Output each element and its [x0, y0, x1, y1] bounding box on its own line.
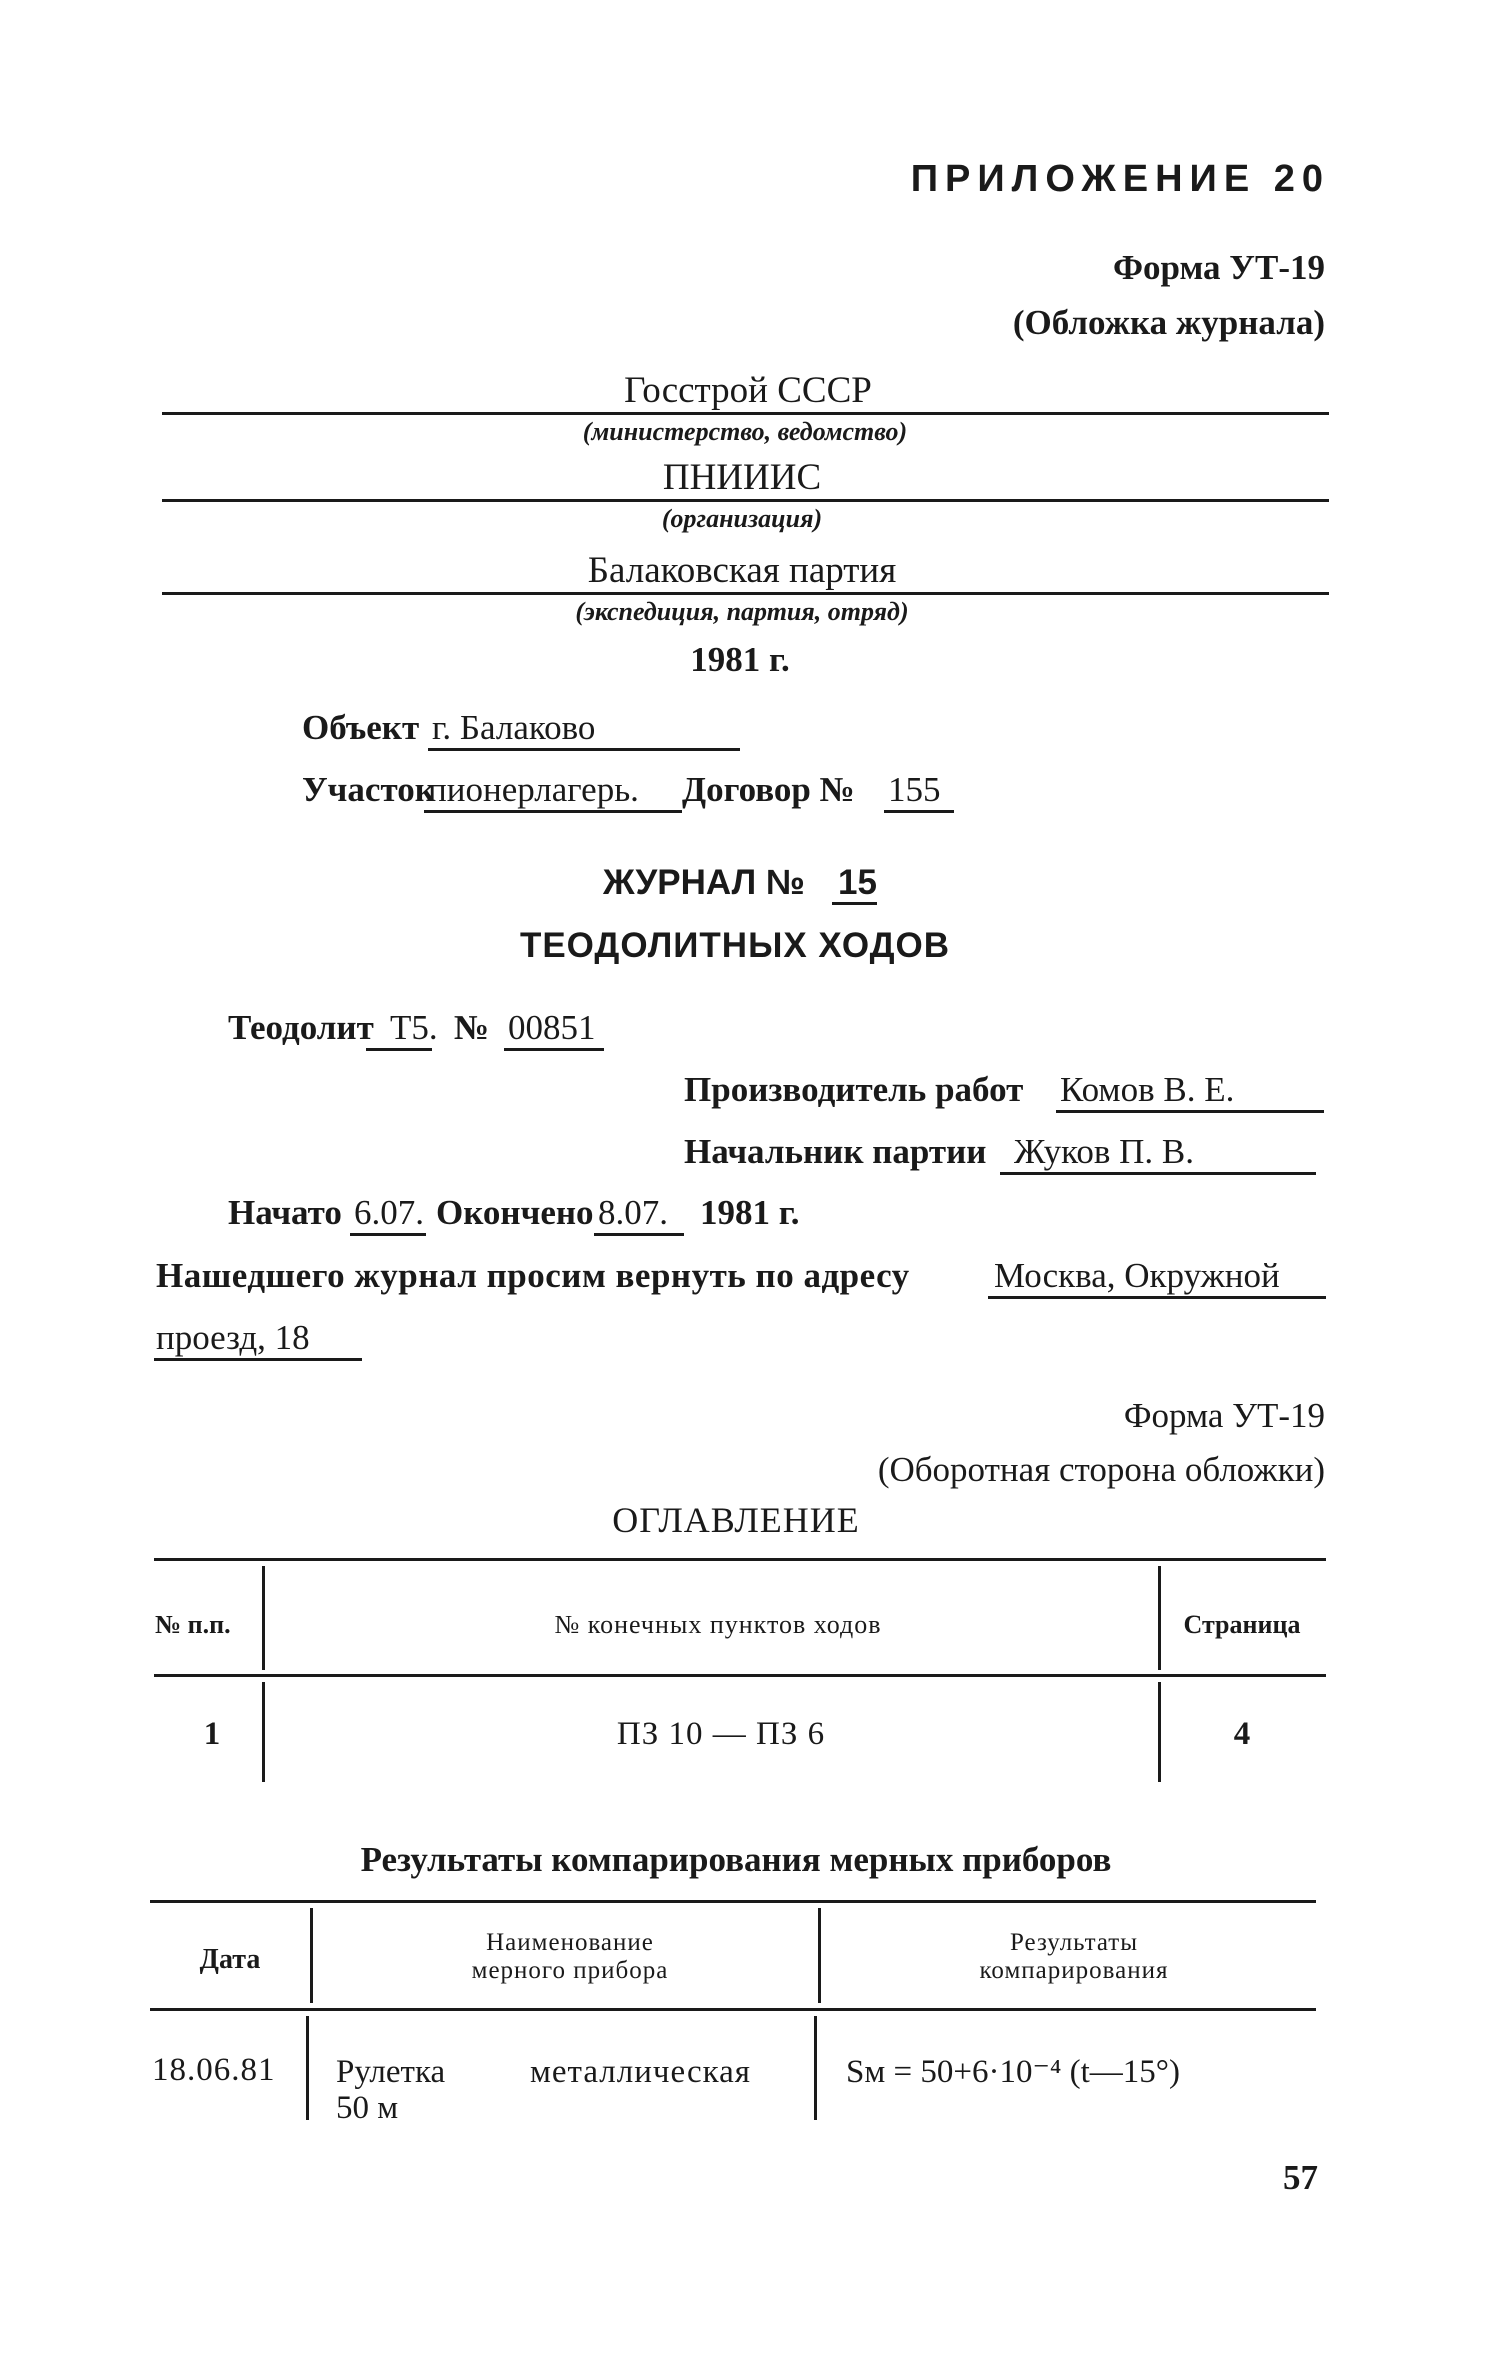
- toc-row-num: 1: [203, 1716, 221, 1752]
- theodolite-no-underline: [504, 1048, 604, 1051]
- contract-label: Договор №: [682, 770, 855, 809]
- ministry-value: Госстрой СССР: [624, 370, 872, 411]
- journal-label: ЖУРНАЛ №: [603, 863, 805, 902]
- comp-divider-2: [818, 1908, 821, 2003]
- return-address-line1: Москва, Окружной: [994, 1256, 1280, 1295]
- comp-header-rule: [150, 2008, 1316, 2011]
- started-value: 6.07.: [354, 1193, 424, 1232]
- return-address-underline2: [154, 1358, 362, 1361]
- appendix-heading: ПРИЛОЖЕНИЕ 20: [910, 158, 1330, 200]
- comp-row-name-2: 50 м: [336, 2090, 399, 2126]
- ministry-line: [162, 412, 1329, 415]
- finished-label: Окончено: [436, 1193, 594, 1232]
- organization-caption: (организация): [661, 504, 823, 533]
- comp-header-date: Дата: [199, 1944, 261, 1975]
- toc-header-num: № п.п.: [155, 1610, 231, 1639]
- comp-header-name-1: Наименование: [486, 1929, 654, 1956]
- journal-subtitle: ТЕОДОЛИТНЫХ ХОДОВ: [519, 926, 951, 965]
- organization-value: ПНИИИС: [662, 457, 822, 498]
- started-underline: [350, 1233, 426, 1236]
- chief-underline: [1000, 1172, 1316, 1175]
- return-address-line2: проезд, 18: [156, 1318, 310, 1357]
- comp-divider-4: [814, 2016, 817, 2120]
- finished-value: 8.07.: [598, 1193, 668, 1232]
- comp-title: Результаты компарирования мерных приборов: [360, 1840, 1112, 1879]
- toc-divider-4: [1158, 1682, 1161, 1782]
- page-number: 57: [1283, 2158, 1318, 2197]
- comp-header-result-1: Результаты: [1009, 1929, 1139, 1956]
- year: 1981 г.: [690, 640, 790, 679]
- comp-divider-1: [310, 1908, 313, 2003]
- site-underline: [424, 810, 682, 813]
- object-label: Объект: [302, 708, 420, 747]
- journal-number: 15: [838, 863, 877, 902]
- toc-top-rule: [154, 1558, 1326, 1561]
- toc-divider-3: [262, 1682, 265, 1782]
- comp-row-name-1b: металлическая: [530, 2054, 751, 2090]
- theodolite-no-value: 00851: [508, 1008, 596, 1047]
- theodolite-label: Теодолит: [228, 1008, 374, 1047]
- object-value: г. Балаково: [432, 708, 596, 747]
- worker-value: Комов В. Е.: [1060, 1070, 1235, 1109]
- comp-header-name-2: мерного прибора: [471, 1957, 669, 1984]
- party-line: [162, 592, 1329, 595]
- form-note: (Обложка журнала): [1012, 303, 1325, 342]
- comp-header-result-2: компарирования: [979, 1957, 1169, 1984]
- comp-divider-3: [306, 2016, 309, 2120]
- comp-top-rule: [150, 1900, 1316, 1903]
- toc-title: ОГЛАВЛЕНИЕ: [612, 1500, 860, 1540]
- comp-row-result: Sм = 50+6·10⁻⁴ (t—15°): [846, 2054, 1180, 2090]
- toc-row-page: 4: [1233, 1716, 1251, 1752]
- site-value: пионерлагерь.: [428, 770, 639, 809]
- toc-row-points: ПЗ 10 — ПЗ 6: [616, 1716, 826, 1752]
- theodolite-value: Т5.: [390, 1008, 438, 1047]
- contract-underline: [884, 810, 954, 813]
- toc-header-rule: [154, 1674, 1326, 1677]
- back-form-note: (Оборотная сторона обложки): [877, 1450, 1325, 1489]
- toc-divider-2: [1158, 1566, 1161, 1670]
- form-label: Форма УТ-19: [1112, 248, 1325, 287]
- journal-number-underline: [832, 902, 877, 905]
- toc-header-points: № конечных пунктов ходов: [554, 1610, 882, 1639]
- organization-line: [162, 499, 1329, 502]
- toc-divider-1: [262, 1566, 265, 1670]
- theodolite-underline: [366, 1048, 432, 1051]
- chief-value: Жуков П. В.: [1014, 1132, 1195, 1171]
- comp-row-date: 18.06.81: [152, 2052, 276, 2088]
- back-form-label: Форма УТ-19: [1123, 1396, 1325, 1435]
- object-underline: [428, 748, 740, 751]
- worker-underline: [1056, 1110, 1324, 1113]
- worker-label: Производитель работ: [684, 1070, 1024, 1109]
- finished-underline: [594, 1233, 684, 1236]
- site-label: Участок: [302, 770, 435, 809]
- ministry-caption: (министерство, ведомство): [582, 417, 908, 446]
- return-text: Нашедшего журнал просим вернуть по адресу: [156, 1256, 910, 1295]
- finished-year: 1981 г.: [700, 1193, 800, 1232]
- comp-row-name-1: Рулетка: [336, 2054, 446, 2090]
- contract-value: 155: [888, 770, 941, 809]
- party-caption: (экспедиция, партия, отряд): [575, 597, 909, 626]
- party-value: Балаковская партия: [587, 550, 897, 591]
- started-label: Начато: [228, 1193, 342, 1232]
- return-address-underline1: [988, 1296, 1326, 1299]
- chief-label: Начальник партии: [684, 1132, 987, 1171]
- toc-header-page: Страница: [1183, 1610, 1301, 1639]
- theodolite-no-label: №: [454, 1008, 490, 1047]
